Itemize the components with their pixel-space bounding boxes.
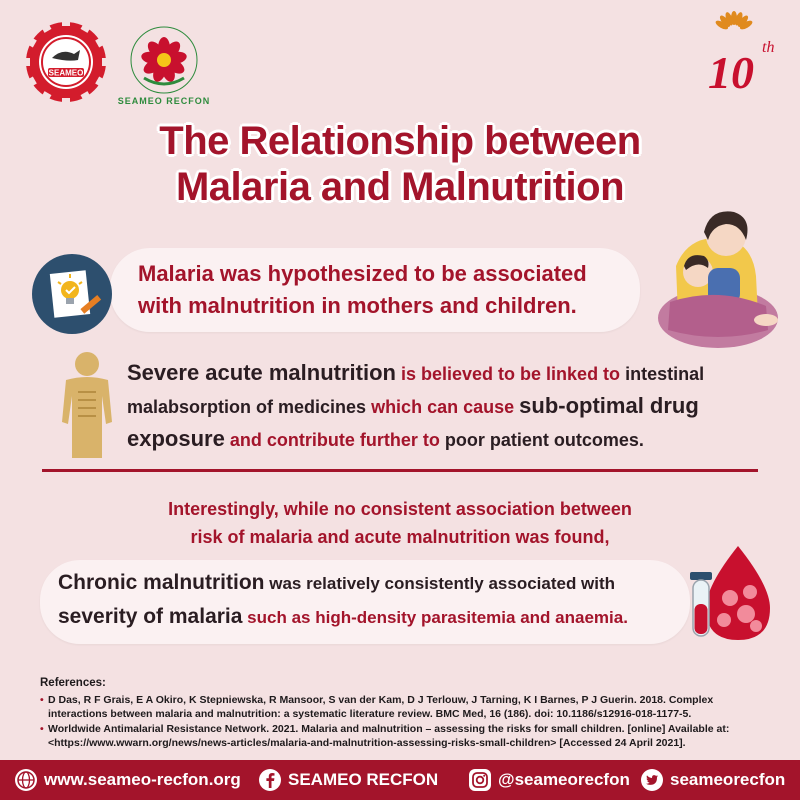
section-divider: [42, 469, 758, 472]
interest-line-2: risk of malaria and acute malnutrition was found,: [190, 527, 610, 547]
svg-text:SEAMEO: SEAMEO: [48, 68, 84, 78]
svg-text:th: th: [762, 39, 775, 56]
svg-text:SEAMEO RECFON: SEAMEO RECFON: [118, 96, 210, 106]
tenth-anniversary-logo: [696, 10, 786, 98]
suboptimal-phrase: sub-optimal drug exposure: [127, 393, 699, 451]
footer-facebook[interactable]: [258, 760, 438, 800]
page-title: [0, 118, 800, 210]
severity-term: severity of malaria: [58, 605, 243, 628]
chronic-link: was relatively consistently associated with: [269, 574, 616, 593]
footer-instagram[interactable]: [468, 760, 630, 800]
instagram-icon: [468, 768, 492, 792]
footer-website[interactable]: [14, 760, 241, 800]
interest-text: [100, 495, 700, 551]
twitter-link[interactable]: seameorecfon: [670, 770, 786, 789]
reference-item: • Worldwide Antimalarial Resistance Network. 2021. Malaria and malnutrition – assessing the risks for small children. [online] Available at: <https://www.wwarn.org/news/news-articles/malaria-and-malnutrition-assessing-risks-small-children> [Accessed 24 April 2021].: [40, 722, 770, 750]
hypothesis-text: [138, 258, 628, 322]
seameo-recfon-logo: [118, 20, 210, 108]
chronic-malnutrition-text: [58, 566, 698, 634]
footer-bar: [0, 760, 800, 800]
reference-item: • D Das, R F Grais, E A Okiro, K Stepniewska, R Mansoor, S van der Kam, D J Terlouw, J Tarning, K I Barnes, P J Guerin. 2018. Complex interactions between malaria and malnutrition: a systematic literature review. BMC Med, 16 (186). doi: 10.1186/s12916-018-1177-5.: [40, 693, 770, 721]
chronic-term: Chronic malnutrition: [58, 571, 265, 594]
footer-twitter[interactable]: [640, 760, 785, 800]
website-link[interactable]: www.seameo-recfon.org: [44, 770, 241, 789]
hypothesis-line-2: with malnutrition in mothers and children.: [138, 293, 577, 318]
facebook-icon: [258, 768, 282, 792]
blood-drop-test-tube-icon: [686, 542, 782, 646]
idea-paper-icon: [30, 252, 114, 336]
outcomes-phrase: poor patient outcomes.: [444, 430, 644, 450]
severe-term: Severe acute malnutrition: [127, 360, 396, 385]
instagram-link[interactable]: @seameorecfon: [498, 770, 630, 789]
globe-icon: [14, 768, 38, 792]
references-section: [40, 676, 770, 751]
severe-link: is believed to be linked to: [401, 364, 621, 384]
interest-line-1: Interestingly, while no consistent association between: [168, 499, 632, 519]
contribute-phrase: and contribute further to: [229, 430, 440, 450]
svg-text:10: 10: [708, 47, 754, 98]
title-line-1: The Relationship between: [159, 119, 641, 163]
severity-examples: such as high-density parasitemia and anaemia.: [247, 608, 628, 627]
malabsorption-phrase: intestinal malabsorption of medicines: [127, 364, 705, 417]
body-figure-icon: [56, 350, 118, 460]
facebook-link[interactable]: SEAMEO RECFON: [288, 770, 439, 789]
twitter-icon: [640, 768, 664, 792]
seameo-logo: [22, 18, 110, 106]
hypothesis-line-1: Malaria was hypothesized to be associated: [138, 261, 587, 286]
cause-phrase: which can cause: [371, 397, 515, 417]
severe-malnutrition-text: [127, 357, 747, 456]
mother-child-illustration: [648, 206, 788, 352]
references-heading: References:: [40, 677, 106, 689]
title-line-2: Malaria and Malnutrition: [175, 165, 625, 209]
